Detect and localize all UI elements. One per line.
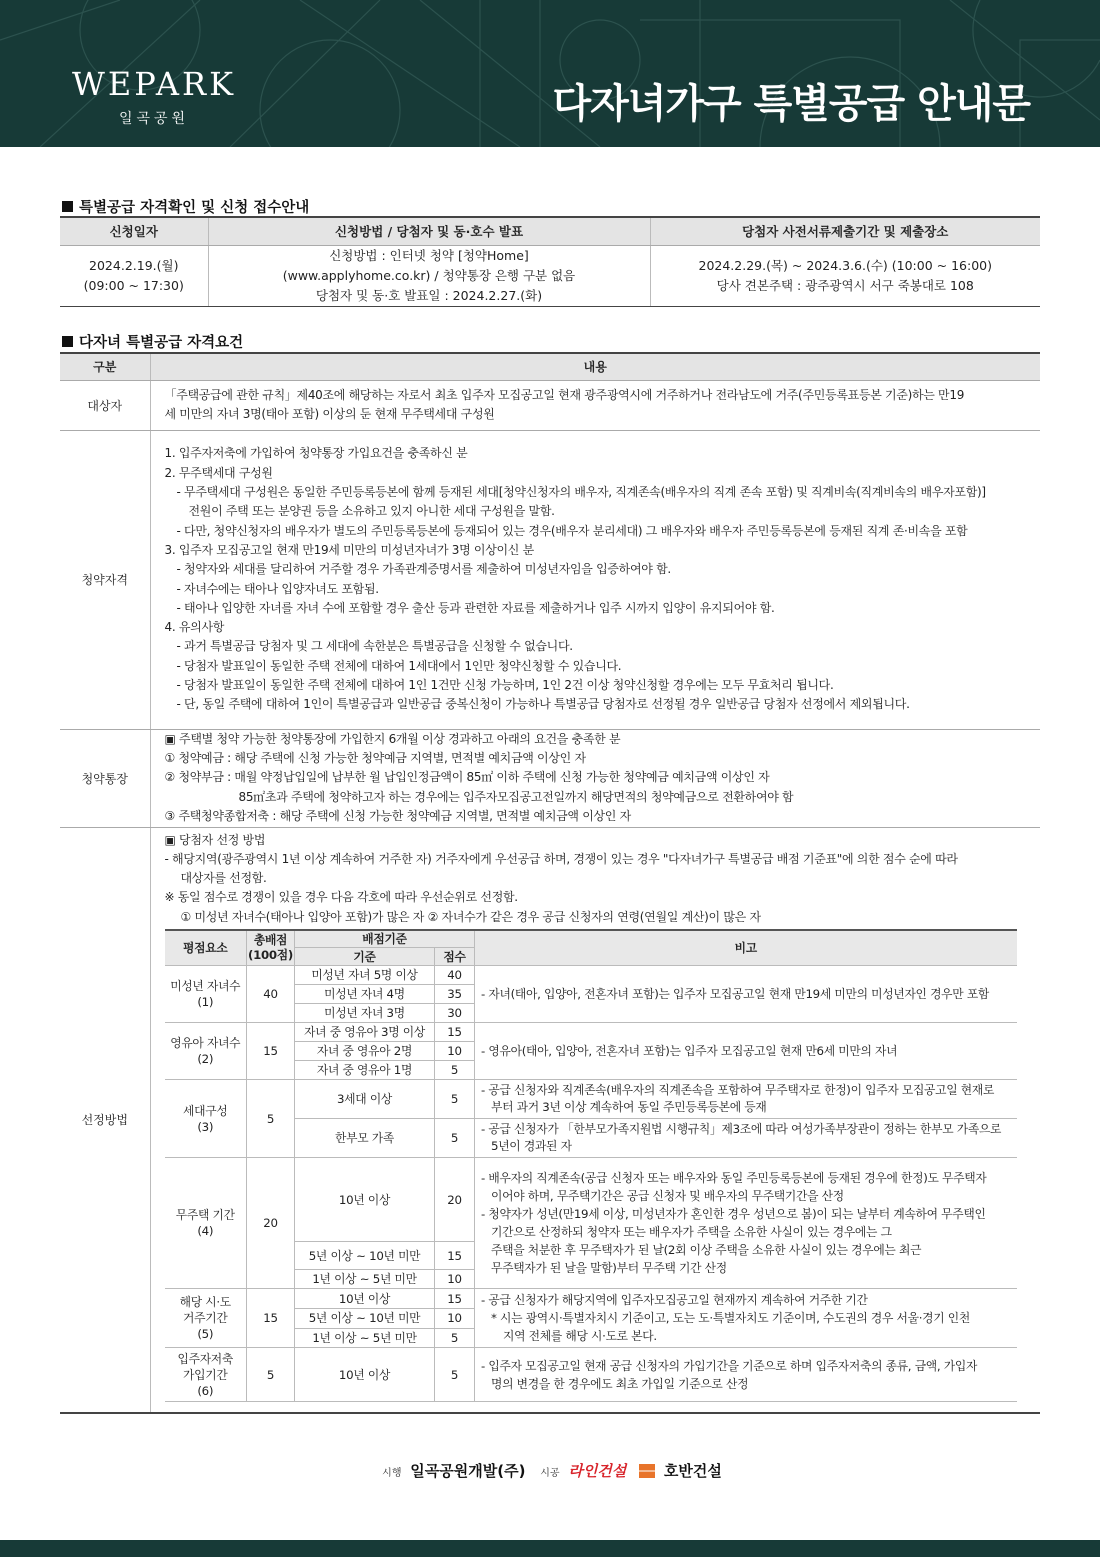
score-criteria: 미성년 자녀 3명 — [295, 1004, 435, 1023]
score-value: 40 — [435, 966, 475, 985]
page-title: 다자녀가구 특별공급 안내문 — [552, 81, 1030, 127]
table-header: 기준 — [295, 948, 435, 966]
score-element: 미성년 자녀수 (1) — [165, 966, 247, 1023]
score-note: - 영유아(태아, 입양아, 전혼자녀 포함)는 입주자 모집공고일 현재 만6세 미만의 자녀 — [475, 1023, 1017, 1080]
company-credits — [0, 1460, 1100, 1481]
table-row — [165, 1158, 1017, 1242]
score-value: 15 — [435, 1289, 475, 1309]
score-element: 영유아 자녀수 (2) — [165, 1023, 247, 1080]
section1-title: 특별공급 자격확인 및 신청 접수안내 — [62, 196, 309, 217]
eligibility-table — [60, 352, 1040, 1414]
score-value: 5 — [435, 1328, 475, 1348]
hoban-logo-icon — [639, 1464, 655, 1478]
logo-wordmark: WEPARK — [72, 65, 236, 103]
score-criteria-table — [165, 929, 1017, 1403]
application-info-table — [60, 216, 1040, 307]
row-label-target: 대상자 — [60, 380, 150, 430]
score-note: - 배우자의 직계존속(공급 신청자 또는 배우자와 동일 주민등록등본에 등재된 경우에 한정)도 무주택자 이어야 하며, 무주택기간은 공급 신청자 및 배우자의 무주택기간을 산정 - 청약자가 성년(만19세 이상, 미성년자가 혼인한 경우 성년으로 봄)이 되는 날부터 계속하여 무주택인 기간으로 산정하되 청약자 또는 배우자가 주택을 소유한 사실이 있는 경우에는 그 주택을 처분한 후 무주택자가 된 날(2회 이상 주택을 소유한 사실이 있는 경우에는 최근 무주택자가 된 날을 말함)부터 무주택 기간 산정 — [475, 1158, 1017, 1289]
header-banner — [0, 0, 1100, 147]
score-value: 20 — [435, 1158, 475, 1242]
score-note: - 자녀(태아, 입양아, 전혼자녀 포함)는 입주자 모집공고일 현재 만19세 미만의 미성년자인 경우만 포함 — [475, 966, 1017, 1023]
score-element: 입주자저축 가입기간 (6) — [165, 1348, 247, 1402]
score-criteria: 자녀 중 영유아 1명 — [295, 1061, 435, 1080]
wepark-logo — [64, 66, 244, 128]
score-total: 5 — [247, 1080, 295, 1158]
score-value: 5 — [435, 1061, 475, 1080]
score-element: 해당 시·도 거주기간 (5) — [165, 1289, 247, 1348]
score-criteria: 3세대 이상 — [295, 1080, 435, 1119]
table-header: 구분 — [60, 353, 150, 380]
account-content: ▣ 주택별 청약 가능한 청약통장에 가입한지 6개월 이상 경과하고 아래의 요건을 충족한 분 ① 청약예금 : 해당 주택에 신청 가능한 청약예금 지역별, 면적별 예치금액 이상인 자 ② 청약부금 : 매월 약정납입일에 납부한 월 납입인정금액이 85㎡ 이하 주택에 신청 가능한 청약예금 예치금액 이상인 자 85㎡초과 주택에 청약하고자 하는 경우에는 입주자모집공고전일까지 해당면적의 청약예금으로 전환하여야 함 ③ 주택청약종합저축 : 해당 주택에 신청 가능한 청약예금 지역별, 면적별 예치금액 이상인 자 — [150, 729, 1040, 827]
table-row — [165, 1289, 1017, 1309]
score-criteria: 미성년 자녀 4명 — [295, 985, 435, 1004]
score-criteria: 자녀 중 영유아 3명 이상 — [295, 1023, 435, 1042]
selection-content: ▣ 당첨자 선정 방법 - 해당지역(광주광역시 1년 이상 계속하여 거주한 자) 거주자에게 우선공급 하며, 경쟁이 있는 경우 "다자녀가구 특별공급 배점 기준표"에 의한 점수 순에 따라 대상자를 선정함. ※ 동일 점수로 경쟁이 있을 경우 다음 각호에 따라 우선순위로 선정함. ① 미성년 자녀수(태아나 입양아 포함)가 많은 자 ② 자녀수가 같은 경우 공급 신청자의 연령(연월일 계산)이 많은 자 평점요소 총배점 (100점) 배점기준 비고 기준 점수 미성년 자녀수 (1) 40 미성년 자녀 5명 이상 40 - 자녀(태아, 입양아, 전혼자녀 포함)는 입주자 모집공고일 현재 만19세 미만의 미성년자인 경우만 포함 미성년 자녀 4명 35 미성년 자녀 3명 30 영유아 자녀수 (2) 15 자녀 중 영유아 3명 이상 15 - 영유아(태아, 입양아, 전혼자녀 포함)는 입주자 모집공고일 현재 만6세 미만의 자녀 자녀 중 영유아 2명 10 자녀 중 영유아 1명 5 세대구성 (3) 5 3세대 이상 5 - 공급 신청자와 직계존속(배우자의 직계존속을 포함하여 무주택자로 한정)이 입주자 모집공고일 현재로 부터 과거 3년 이상 계속하여 동일 주민등록등본에 등재 한부모 가족 5 - 공급 신청자가 「한부모가족지원법 시행규칙」제3조에 따라 여성가족부장관이 정하는 한부모 가족으로 5년이 경과된 자 무주택 기간 (4) 20 10년 이상 20 - 배우자의 직계존속(공급 신청자 또는 배우자와 동일 주민등록등본에 등재된 경우에 한정)도 무주택자 이어야 하며, 무주택기간은 공급 신청자 및 배우자의 무주택기간을 산정 - 청약자가 성년(만19세 이상, 미성년자가 혼인한 경우 성년으로 봄)이 되는 날부터 계속하여 무주택인 기간으로 산정하되 청약자 또는 배우자가 주택을 소유한 사실이 있는 경우에는 그 주택을 처분한 후 무주택자가 된 날(2회 이상 주택을 소유한 사실이 있는 경우에는 최근 무주택자가 된 날을 말함)부터 무주택 기간 산정 5년 이상 ~ 10년 미만 15 1년 이상 ~ 5년 미만 10 해당 시·도 거주기간 (5) 15 10년 이상 15 - 공급 신청자가 해당지역에 입주자모집공고일 현재까지 계속하여 거주한 기간 * 시는 광역시·특별자치시 기준이고, 도는 도·특별자치도 기준이며, 수도권의 경우 서울·경기 인천 지역 전체를 해당 시·도로 본다. 5년 이상 ~ 10년 미만 10 1년 이상 ~ 5년 미만 5 입주자저축 가입기간 (6) 5 10년 이상 5 - 입주자 모집공고일 현재 공급 신청자의 가입기간을 기준으로 하며 입주자저축의 종류, 금액, 가입자 명의 변경을 한 경우에도 최초 가입일 기준으로 산정 — [150, 827, 1040, 1413]
row-label-account: 청약통장 — [60, 729, 150, 827]
table-header: 점수 — [435, 948, 475, 966]
score-criteria: 1년 이상 ~ 5년 미만 — [295, 1270, 435, 1289]
table-header: 신청방법 / 당첨자 및 동·호수 발표 — [208, 217, 650, 245]
square-bullet-icon — [62, 336, 73, 347]
score-value: 35 — [435, 985, 475, 1004]
table-header: 총배점 (100점) — [247, 930, 295, 966]
target-content: 「주택공급에 관한 규칙」제40조에 해당하는 자로서 최초 입주자 모집공고일 현재 광주광역시에 거주하거나 전라남도에 거주(주민등록표등본 기준)하는 만19 세 미만의 자녀 3명(태아 포함) 이상의 둔 현재 무주택세대 구성원 — [150, 380, 1040, 430]
table-row — [165, 1348, 1017, 1402]
score-value: 10 — [435, 1042, 475, 1061]
score-note: - 공급 신청자가 해당지역에 입주자모집공고일 현재까지 계속하여 거주한 기간 * 시는 광역시·특별자치시 기준이고, 도는 도·특별자치도 기준이며, 수도권의 경우 서울·경기 인천 지역 전체를 해당 시·도로 본다. — [475, 1289, 1017, 1348]
application-method-cell: 신청방법 : 인터넷 청약 [청약Home] (www.applyhome.co.kr) / 청약통장 은행 구분 없음 당첨자 및 동·호 발표일 : 2024.2.27.(화) — [208, 245, 650, 306]
score-criteria: 10년 이상 — [295, 1289, 435, 1309]
score-criteria: 10년 이상 — [295, 1348, 435, 1402]
score-value: 15 — [435, 1023, 475, 1042]
row-label-qualification: 청약자격 — [60, 430, 150, 729]
score-value: 10 — [435, 1270, 475, 1289]
score-value: 10 — [435, 1309, 475, 1329]
table-header: 평점요소 — [165, 930, 247, 966]
section2-title: 다자녀 특별공급 자격요건 — [62, 331, 243, 352]
logo-subtitle: 일곡공원 — [118, 111, 190, 127]
score-criteria: 5년 이상 ~ 10년 미만 — [295, 1309, 435, 1329]
score-note: - 공급 신청자와 직계존속(배우자의 직계존속을 포함하여 무주택자로 한정)이 입주자 모집공고일 현재로 부터 과거 3년 이상 계속하여 동일 주민등록등본에 등재 — [475, 1080, 1017, 1119]
developer-name: 일곡공원개발(주) — [410, 1462, 526, 1480]
qualification-content: 1. 입주자저축에 가입하여 청약통장 가입요건을 충족하신 분 2. 무주택세대 구성원 - 무주택세대 구성원은 동일한 주민등록등본에 함께 등재된 세대[청약신청자의 배우자, 직계존속(배우자의 직계 존속 포함) 및 직계비속(직계비속의 배우자포함)] 전원이 주택 또는 분양권 등을 소유하고 있지 아니한 세대 구성원을 말함. - 다만, 청약신청자의 배우자가 별도의 주민등록등본에 등재되어 있는 경우(배우자 분리세대) 그 배우자와 배우자 주민등록등본에 등재된 직계 존·비속을 포함 3. 입주자 모집공고일 현재 만19세 미만의 미성년자녀가 3명 이상이신 분 - 청약자와 세대를 달리하여 거주할 경우 가족관계증명서를 제출하여 미성년자임을 입증하여야 함. - 자녀수에는 태아나 입양자녀도 포함됨. - 태아나 입양한 자녀를 자녀 수에 포함할 경우 출산 등과 관련한 자료를 제출하거나 입주 시까지 입양이 유지되어야 함. 4. 유의사항 - 과거 특별공급 당첨자 및 그 세대에 속한분은 특별공급을 신청할 수 없습니다. - 당첨자 발표일이 동일한 주택 전체에 대하여 1세대에서 1인만 청약신청할 수 있습니다. - 당첨자 발표일이 동일한 주택 전체에 대하여 1인 1건만 신청 가능하며, 1인 2건 이상 청약신청할 경우에는 모두 무효처리 됩니다. - 단, 동일 주택에 대하여 1인이 특별공급과 일반공급 중복신청이 가능하나 특별공급 당첨자로 선정될 경우 일반공급 당첨자 선정에서 제외됩니다. — [150, 430, 1040, 729]
score-total: 15 — [247, 1289, 295, 1348]
score-criteria: 5년 이상 ~ 10년 미만 — [295, 1242, 435, 1270]
table-header: 신청일자 — [60, 217, 208, 245]
score-total: 40 — [247, 966, 295, 1023]
score-criteria: 한부모 가족 — [295, 1119, 435, 1158]
footer-bar — [0, 1540, 1100, 1557]
table-header: 당첨자 사전서류제출기간 및 제출장소 — [650, 217, 1040, 245]
hoban-construction-name: 호반건설 — [663, 1462, 722, 1480]
score-criteria: 자녀 중 영유아 2명 — [295, 1042, 435, 1061]
table-row — [165, 966, 1017, 985]
score-element: 무주택 기간 (4) — [165, 1158, 247, 1289]
score-note: - 입주자 모집공고일 현재 공급 신청자의 가입기간을 기준으로 하며 입주자저축의 종류, 금액, 가입자 명의 변경을 한 경우에도 최초 가입일 기준으로 산정 — [475, 1348, 1017, 1402]
score-value: 30 — [435, 1004, 475, 1023]
square-bullet-icon — [62, 201, 73, 212]
score-total: 20 — [247, 1158, 295, 1289]
table-header: 비고 — [475, 930, 1017, 966]
score-value: 5 — [435, 1080, 475, 1119]
row-label-selection: 선정방법 — [60, 827, 150, 1413]
application-date-cell: 2024.2.19.(월) (09:00 ~ 17:30) — [60, 245, 208, 306]
submission-period-cell: 2024.2.29.(목) ~ 2024.3.6.(수) (10:00 ~ 16:00) 당사 견본주택 : 광주광역시 서구 죽봉대로 108 — [650, 245, 1040, 306]
score-total: 5 — [247, 1348, 295, 1402]
score-value: 15 — [435, 1242, 475, 1270]
score-value: 5 — [435, 1348, 475, 1402]
score-criteria: 미성년 자녀 5명 이상 — [295, 966, 435, 985]
table-header: 배점기준 — [295, 930, 475, 948]
score-element: 세대구성 (3) — [165, 1080, 247, 1158]
developer-label: 시행 — [382, 1468, 402, 1479]
builder-label: 시공 — [540, 1468, 560, 1479]
table-row — [165, 1080, 1017, 1119]
score-value: 5 — [435, 1119, 475, 1158]
table-row — [165, 1023, 1017, 1042]
score-note: - 공급 신청자가 「한부모가족지원법 시행규칙」제3조에 따라 여성가족부장관이 정하는 한부모 가족으로 5년이 경과된 자 — [475, 1119, 1017, 1158]
table-header: 내용 — [150, 353, 1040, 380]
line-construction-logo: 라인건설 — [568, 1462, 627, 1480]
score-total: 15 — [247, 1023, 295, 1080]
score-criteria: 10년 이상 — [295, 1158, 435, 1242]
score-criteria: 1년 이상 ~ 5년 미만 — [295, 1328, 435, 1348]
